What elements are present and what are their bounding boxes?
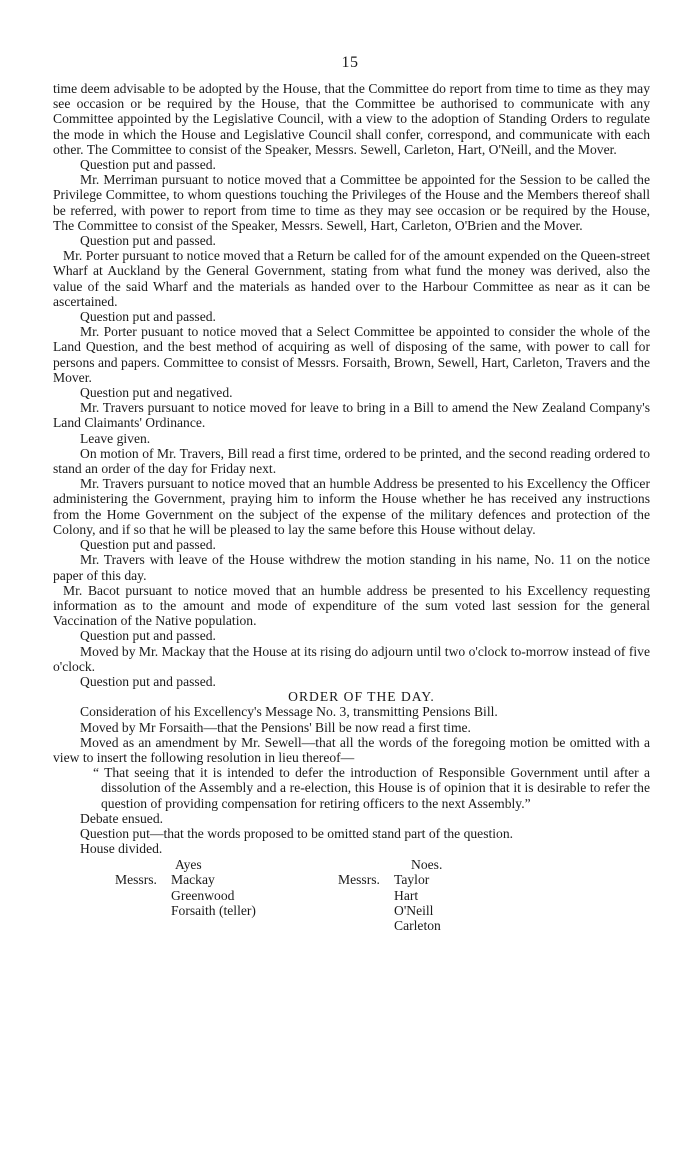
paragraph: Consideration of his Excellency's Message No. 3, transmitting Pensions Bill. <box>80 704 498 720</box>
no-member: Taylor <box>394 872 430 888</box>
page-number: 15 <box>341 54 359 71</box>
no-member: Carleton <box>394 917 441 933</box>
no-member: Hart <box>394 887 419 903</box>
section-heading: ORDER OF THE DAY. <box>288 689 435 705</box>
paragraph: Question put and passed. <box>80 309 216 325</box>
journal-text <box>53 81 650 947</box>
paragraph: Mr. Porter pursuant to notice moved that a Return be called for of the amount expended on the Queen-street Wharf at Auckland by the General Government, stating from what fund the money was derived, also the value of the said Wharf and the materials as handed over to the Harbour Committee as near as it can be ascertained. <box>53 248 650 309</box>
paragraph: Mr. Porter pusuant to notice moved that a Select Committee be appointed to consider the whole of the Land Question, and the best method of acquiring as well of disposing of the same, with power to call for persons and papers. Committee to consist of Messrs. Forsaith, Brown, Sewell, Hart, Carleton, Travers and the Mover. <box>53 324 650 385</box>
paragraph: Leave given. <box>80 430 151 446</box>
paragraph: Moved by Mr Forsaith—that the Pensions' Bill be now read a first time. <box>80 719 471 735</box>
paragraph: House divided. <box>80 841 163 857</box>
aye-member: Mackay <box>171 872 215 888</box>
paragraph: Question put—that the words proposed to be omitted stand part of the question. <box>80 825 514 841</box>
noes-prefix: Messrs. <box>338 872 380 888</box>
paragraph: Mr. Merriman pursuant to notice moved that a Committee be appointed for the Session to be called the Privilege Committee, to whom questions touching the Privileges of the House and the Members thereof shall be referred, with power to report from time to time as they may see occasion or be required by the House, The Committee to consist of the Speaker, Messrs. Sewell, Hart, Carleton, O'Brien and the Mover. <box>53 172 650 233</box>
paragraph: Question put and passed. <box>80 537 216 553</box>
paragraph: Moved as an amendment by Mr. Sewell—that all the words of the foregoing motion be omitted with a view to insert the following resolution in lieu thereof— <box>53 734 650 765</box>
ayes-names <box>171 872 256 918</box>
no-member: O'Neill <box>394 902 434 918</box>
paragraph: Moved by Mr. Mackay that the House at its rising do adjourn until two o'clock to-morrow instead of five o'clock. <box>53 643 650 674</box>
aye-member: Greenwood <box>171 887 235 903</box>
aye-member: Forsaith (teller) <box>171 902 256 918</box>
paragraph: Mr. Travers pursuant to notice moved for leave to bring in a Bill to amend the New Zealand Company's Land Claimants' Ordinance. <box>53 400 650 431</box>
paragraph: Question put and passed. <box>80 628 216 644</box>
paragraph: time deem advisable to be adopted by the House, that the Committee do report from time to time as they may see occasion or be required by the House, that the Committee be authorised to communicate with any Committee appointed by the Legislative Council, with a view to the adoption of Standing Orders to regulate the mode in which the House and Legislative Council shall confer, correspond, and communicate with each other. The Committee to consist of the Speaker, Messrs. Sewell, Carleton, Hart, O'Neill, and the Mover. <box>53 81 650 157</box>
noes-names <box>394 872 441 933</box>
paragraph: On motion of Mr. Travers, Bill read a first time, ordered to be printed, and the second reading ordered to stand an order of the day for Friday next. <box>53 445 650 477</box>
paragraph: Mr. Bacot pursuant to notice moved that an humble address be presented to his Excellency requesting information as to the amount and mode of expenditure of the sum voted last session for the general Vaccination of the Native population. <box>53 582 650 629</box>
ayes-heading: Ayes <box>175 857 202 873</box>
paragraph: Question put and negatived. <box>80 385 233 401</box>
paragraph: Question put and passed. <box>80 233 216 249</box>
paragraph: Mr. Travers pursuant to notice moved that an humble Address be presented to his Excellency the Officer administering the Government, praying him to inform the House whether he has received any instructions from the Home Government on the subject of the expense of the military defences and protection of the Colony, and if so that he will be pleased to lay the same before this House without delay. <box>53 476 650 537</box>
division-list <box>53 857 650 947</box>
ayes-prefix: Messrs. <box>115 872 157 888</box>
paragraph: Question put and passed. <box>80 157 216 173</box>
paragraph: Debate ensued. <box>80 810 164 826</box>
noes-heading: Noes. <box>411 857 443 873</box>
paragraph: Mr. Travers with leave of the House withdrew the motion standing in his name, No. 11 on the notice paper of this day. <box>53 552 650 583</box>
paragraph: Question put and passed. <box>80 673 216 689</box>
resolution-quote: “ That seeing that it is intended to defer the introduction of Responsible Government until after a dissolution of the Assembly and a re-election, this House is of opinion that it is desirable to refer the question of providing compensation for retiring officers to the next Assembly.” <box>93 765 650 811</box>
